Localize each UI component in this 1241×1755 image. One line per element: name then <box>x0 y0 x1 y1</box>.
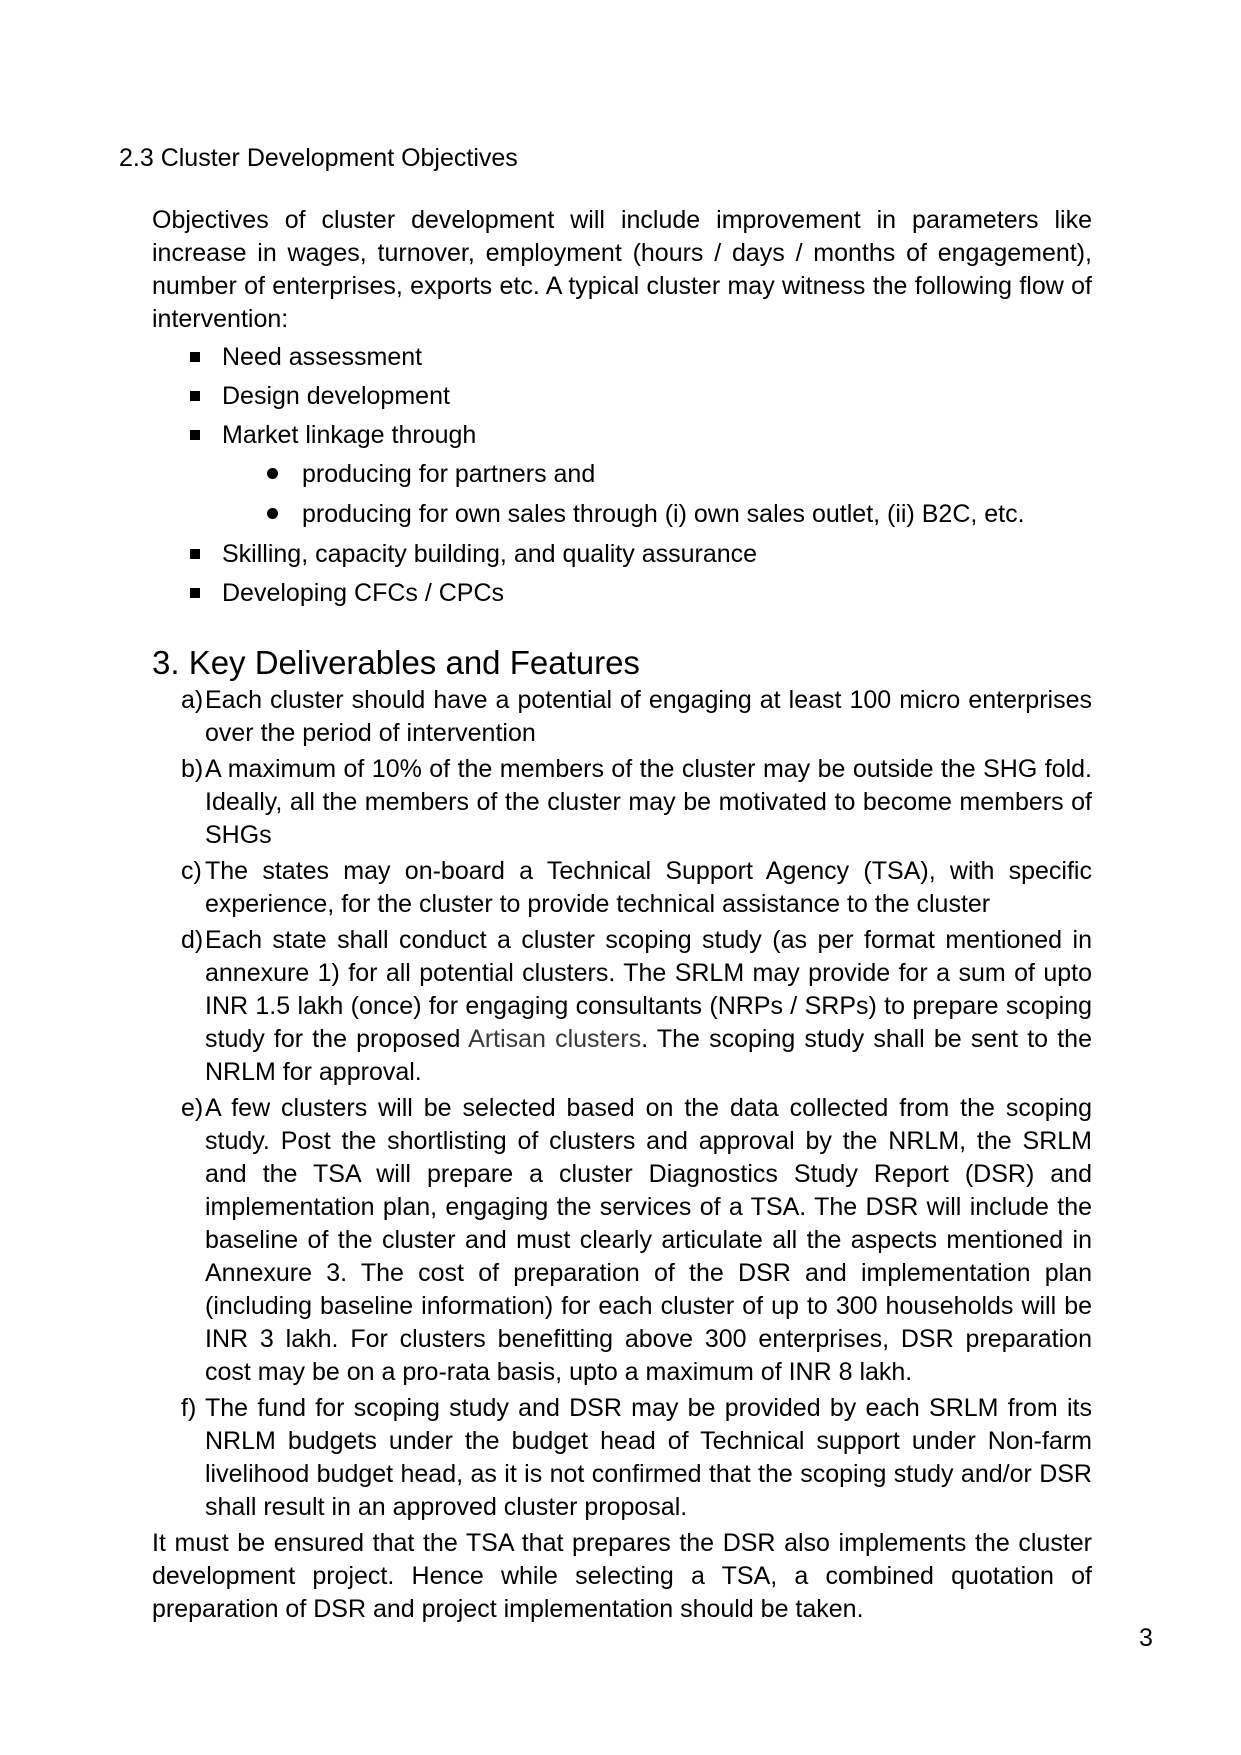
square-bullet-icon <box>190 588 200 598</box>
intervention-flow-list <box>119 341 1092 610</box>
circle-bullet-icon <box>267 468 278 479</box>
bullet-label: Market linkage through <box>222 421 477 449</box>
section-2-3-heading: 2.3 Cluster Development Objectives <box>119 144 518 172</box>
list-item-text: The fund for scoping study and DSR may be provided by each SRLM from its NRLM budgets under the budget head of Technical support under Non-farm livelihood budget head, as it is not confirmed that the scoping study and/or DSR shall result in an approved cluster proposal. <box>205 1394 1092 1521</box>
list-item <box>119 538 1092 571</box>
list-item-text: Each state shall conduct a cluster scoping study (as per format mentioned in annexure 1) for all potential clusters. The SRLM may provide for a sum of upto INR 1.5 lakh (once) for engaging consultants (NRPs / SRPs) to prepare scoping study for the proposed <box>205 926 1092 1053</box>
list-item <box>119 380 1092 413</box>
list-marker: c) <box>181 857 202 885</box>
list-item <box>119 419 1092 452</box>
page-content <box>119 142 1092 1626</box>
list-item <box>119 1092 1092 1389</box>
list-item-text: A maximum of 10% of the members of the cluster may be outside the SHG fold. Ideally, all the members of the cluster may be motivated to become members of SHGs <box>205 755 1092 849</box>
circle-bullet-icon <box>267 508 278 519</box>
section-3-heading: 3. Key Deliverables and Features <box>152 644 640 681</box>
list-item <box>119 341 1092 374</box>
list-marker: f) <box>181 1394 197 1422</box>
list-item <box>119 753 1092 852</box>
list-marker: b) <box>181 755 204 783</box>
list-marker: d) <box>181 926 204 954</box>
square-bullet-icon <box>190 549 200 559</box>
list-item <box>119 458 1092 491</box>
list-item <box>119 577 1092 610</box>
bullet-label: producing for own sales through (i) own sales outlet, (ii) B2C, etc. <box>302 500 1025 528</box>
list-marker: a) <box>181 686 204 714</box>
list-item <box>119 498 1092 531</box>
closing-paragraph: It must be ensured that the TSA that prepares the DSR also implements the cluster development project. Hence while selecting a TSA, a combined quotation of preparation of DSR and project implementation should be taken. <box>152 1529 1092 1623</box>
list-item-text: Each cluster should have a potential of engaging at least 100 micro enterprises over the period of intervention <box>205 686 1092 747</box>
list-item-text: The states may on-board a Technical Support Agency (TSA), with specific experience, for the cluster to provide technical assistance to the cluster <box>205 857 1092 918</box>
square-bullet-icon <box>190 430 200 440</box>
list-item-text: A few clusters will be selected based on the data collected from the scoping study. Post the shortlisting of clusters and approval by the NRLM, the SRLM and the TSA will prepare a cluster Diagnostics Study Report (DSR) and implementation plan, engaging the services of a TSA. The DSR will include the baseline of the cluster and must clearly articulate all the aspects mentioned in Annexure 3. The cost of preparation of the DSR and implementation plan (including baseline information) for each cluster of up to 300 households will be INR 3 lakh. For clusters benefitting above 300 enterprises, DSR preparation cost may be on a pro-rata basis, upto a maximum of INR 8 lakh. <box>205 1094 1092 1386</box>
square-bullet-icon <box>190 391 200 401</box>
list-item <box>119 684 1092 750</box>
intro-paragraph: Objectives of cluster development will include improvement in parameters like increase in wages, turnover, employment (hours / days / months of engagement), number of enterprises, exports etc. A typical cluster may witness the following flow of intervention: <box>152 206 1092 333</box>
bullet-label: producing for partners and <box>302 460 596 488</box>
list-item <box>119 1392 1092 1524</box>
bullet-label: Developing CFCs / CPCs <box>222 579 505 607</box>
list-item-text: . The scoping study shall be sent to the NRLM for approval. <box>205 1025 1092 1086</box>
bullet-label: Need assessment <box>222 343 423 371</box>
list-marker: e) <box>181 1094 204 1122</box>
list-item <box>119 924 1092 1089</box>
artisan-clusters-highlight: Artisan clusters <box>468 1025 642 1053</box>
bullet-label: Skilling, capacity building, and quality assurance <box>222 540 758 568</box>
square-bullet-icon <box>190 352 200 362</box>
deliverables-list <box>119 684 1092 1524</box>
page-number: 3 <box>1139 1624 1153 1652</box>
list-item <box>119 855 1092 921</box>
bullet-label: Design development <box>222 382 450 410</box>
